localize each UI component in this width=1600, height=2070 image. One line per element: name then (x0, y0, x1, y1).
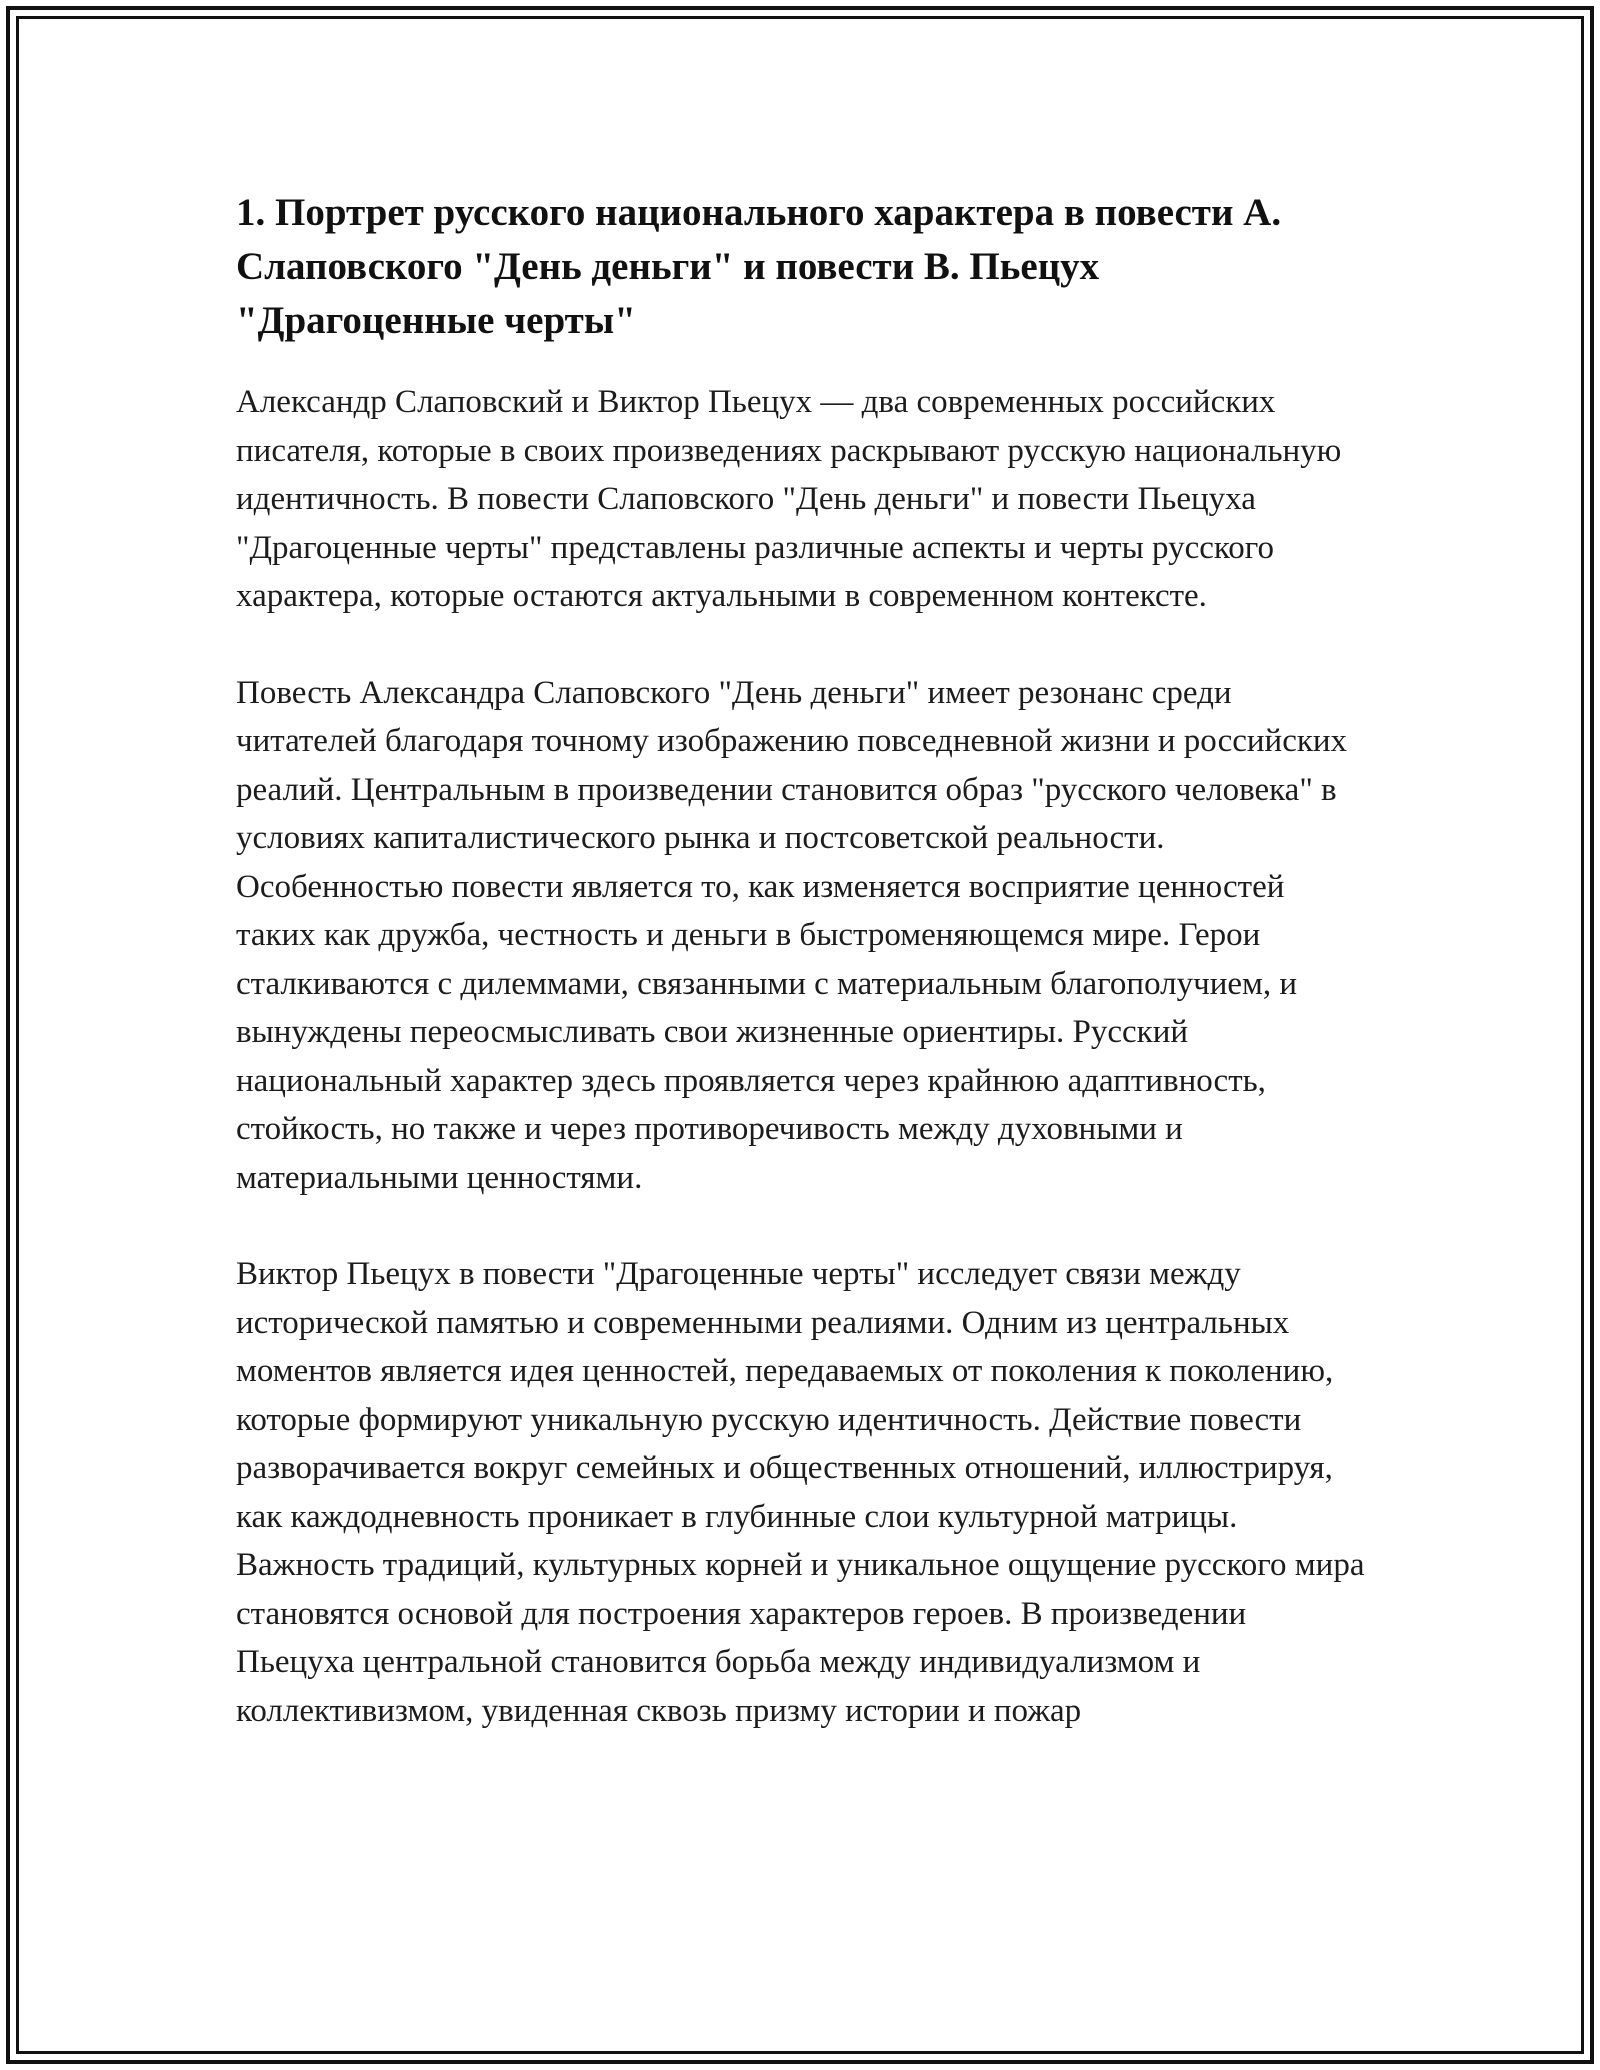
paragraph-pietsukh: Виктор Пьецух в повести "Драгоценные черты" исследует связи между исторической памятью и современными реалиями. Одним из центральных моментов является идея ценностей, передаваемых от поколения к поколению, которые формируют уникальную русскую идентичность. Действие повести разворачивается вокруг семейных и общественных отношений, иллюстрируя, как каждодневность проникает в глубинные слои культурной матрицы. Важность традиций, культурных корней и уникальное ощущение русского мира становятся основой для построения характеров героев. В произведении Пьецуха центральной становится борьба между индивидуализмом и коллективизмом, увиденная сквозь призму истории и пожар (236, 1256, 1365, 1729)
paragraph-slapovsky: Повесть Александра Слаповского "День деньги" имеет резонанс среди читателей благодаря точному изображению повседневной жизни и российских реалий. Центральным в произведении становится образ "русского человека" в условиях капиталистического рынка и постсоветской реальности. Особенностью повести является то, как изменяется восприятие ценностей таких как дружба, честность и деньги в быстроменяющемся мире. Герои сталкиваются с дилеммами, связанными с материальным благополучием, и вынуждены переосмысливать свои жизненные ориентиры. Русский национальный характер здесь проявляется через крайнюю адаптивность, стойкость, но также и через противоречивость между духовными и материальными ценностями. (236, 674, 1348, 1196)
paragraph-intro: Александр Слаповский и Виктор Пьецух — два современных российских писателя, которые в своих произведениях раскрывают русскую национальную идентичность. В повести Слаповского "День деньги" и повести Пьецуха "Драгоценные черты" представлены различные аспекты и черты русского характера, которые остаются актуальными в современном контексте. (236, 384, 1342, 614)
document-title: 1. Портрет русского национального характера в повести А. Слаповского "День деньги" и повести В. Пьецух "Драгоценные черты" (236, 191, 1282, 342)
document-body (236, 186, 1366, 1783)
